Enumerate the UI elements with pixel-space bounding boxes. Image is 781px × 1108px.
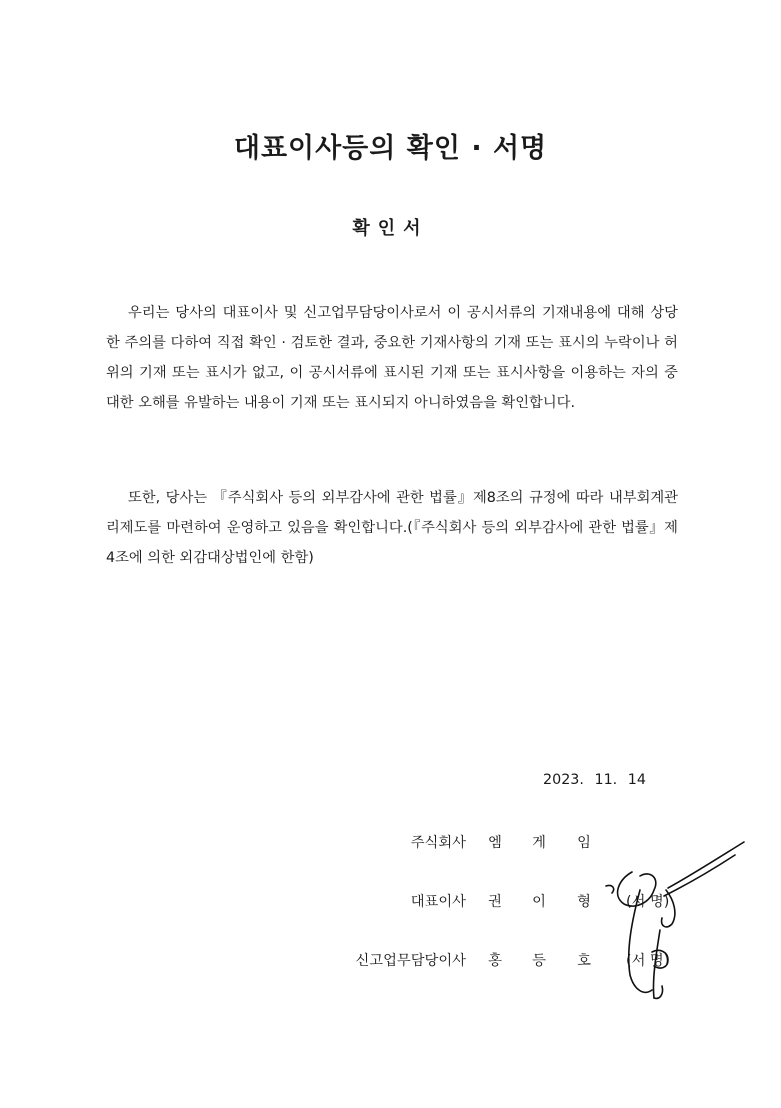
signatory-name-char: 게 (532, 835, 546, 851)
confirmation-paragraph: 우리는 당사의 대표이사 및 신고업무담당이사로서 이 공시서류의 기재내용에 대해 상당한 주의를 다하여 직접 확인 · 검토한 결과, 중요한 기재사항의 기재 또는 표시의 누락이나 허위의 기재 또는 표시가 없고, 이 공시서류에 표시된 기재 또는 표시사항을 이용하는 자의 중대한 오해를 유발하는 내용이 기재 또는 표시되지 아니하였음을 확인합니다. (106, 305, 678, 411)
document-date: 2023. 11. 14 (543, 772, 646, 788)
signatory-name-char: 이 (532, 894, 546, 910)
signature-mark-label: (서 명) (626, 894, 670, 910)
signatory-name-char: 엠 (488, 835, 502, 851)
signatory-row-disclosure-officer (0, 950, 781, 974)
signatory-row-ceo (0, 891, 781, 915)
signatory-role: 주식회사 (410, 835, 466, 851)
signatory-role: 신고업무담당이사 (355, 953, 466, 969)
document-title: 대표이사등의 확인 · 서명 (233, 133, 548, 164)
signatory-name-char: 형 (577, 894, 591, 910)
signatory-name-char: 권 (488, 894, 502, 910)
internal-control-paragraph: 또한, 당사는 『주식회사 등의 외부감사에 관한 법률』제8조의 규정에 따라 내부회계관리제도를 마련하여 운영하고 있음을 확인합니다.(『주식회사 등의 외부감사에 관한 법률』제4조에 의한 외감대상법인에 한함) (106, 490, 678, 566)
signatory-row-company (0, 832, 781, 856)
signatory-name-char: 홍 (488, 953, 502, 969)
signatory-role: 대표이사 (410, 894, 466, 910)
signatory-name-char: 호 (577, 953, 591, 969)
signature-mark-label: (서 명) (626, 953, 670, 969)
signatory-name-char: 등 (532, 953, 546, 969)
signatory-name-char: 임 (577, 835, 591, 851)
document-subtitle: 확인서 (352, 218, 429, 239)
